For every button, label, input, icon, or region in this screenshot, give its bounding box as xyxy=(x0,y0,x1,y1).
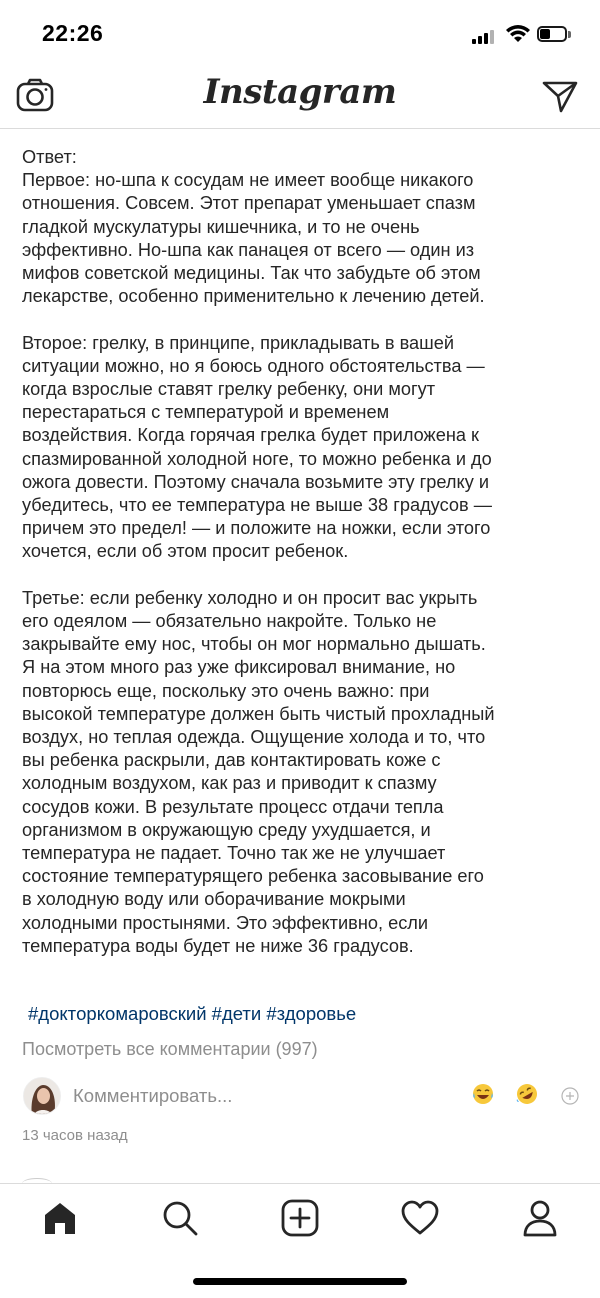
rolling-on-floor-laughing-icon[interactable] xyxy=(515,1082,539,1106)
comment-input[interactable]: Комментировать... xyxy=(73,1085,233,1106)
search-icon[interactable] xyxy=(160,1198,200,1238)
status-time: 22:26 xyxy=(42,20,104,46)
home-icon[interactable] xyxy=(40,1198,80,1238)
activity-heart-icon[interactable] xyxy=(400,1198,440,1238)
post-caption xyxy=(22,146,582,981)
avatar xyxy=(23,1077,61,1115)
instagram-logo: Instagram xyxy=(203,72,397,112)
profile-icon[interactable] xyxy=(520,1198,560,1238)
hashtags-link[interactable]: #доктoркомаровский #дети #здоровье xyxy=(28,1003,357,1024)
next-post-avatar-edge xyxy=(22,1178,52,1189)
post-timestamp: 13 часов назад xyxy=(22,1127,128,1144)
caption-paragraph-1: Ответ: Первое: но-шпа к сосудам не имеет вообще никакого отношения. Совсем. Этот препарат уменьшает спазм гладкой мускулатуры кишечника, и то не очень эффективно. Но-шпа как панацея от всего — один из мифов советской медицины. Так что забудьте об этом лекарстве, особенно применительно к лечению детей. xyxy=(22,147,485,307)
signal-icon xyxy=(472,28,496,44)
caption-paragraph-3: Третье: если ребенку холодно и он просит вас укрыть его одеялом — обязательно накройте. Только не закрывайте ему нос, чтобы он мог нормально дышать. Я на этом много раз уже фиксировал внимание, но повторюсь еще, поскольку это очень важно: при высокой температуре должен быть чистый прохладный воздух, но теплая одежда. Ощущение холода и то, что вы ребенка раскрыли, дав контактировать коже с холодным воздухом, как раз и приводит к спазму сосудов кожи. В результате процесс отдачи тепла организмом в окружающую среду ухудшается, и температура не падает. Точно так же не улучшает состояние температурящего ребенка засовывание его в холодную воду или оборачивание мокрыми холодными простынями. Это эффективно, если температура воды будет не ниже 36 градусов. xyxy=(22,587,495,956)
view-all-comments-link[interactable]: Посмотреть все комментарии (997) xyxy=(22,1039,318,1059)
wifi-icon xyxy=(505,24,531,44)
add-emoji-icon[interactable] xyxy=(561,1087,579,1105)
app-header xyxy=(0,70,600,129)
caption-paragraph-2: Второе: грелку, в принципе, прикладывать в вашей ситуации можно, но я боюсь одного обстоятельства — когда взрослые ставят грелку ребенку, они могут перестараться с температурой и временем воздействия. Когда горячая грелка будет приложена к спазмированной холодной ноге, то можно ребенка и до ожога довести. Поэтому сначала возьмите эту грелку и убедитесь, что ее температура не выше 38 градусов — причем это предел! — и положите на ножки, если этого хочется, если об этом просит ребенок. xyxy=(22,332,492,562)
face-with-tears-of-joy-icon[interactable] xyxy=(471,1082,495,1106)
home-indicator[interactable] xyxy=(193,1278,407,1285)
status-bar xyxy=(0,0,600,70)
bottom-tab-bar xyxy=(0,1183,600,1298)
comment-row xyxy=(0,1075,600,1119)
new-post-icon[interactable] xyxy=(280,1198,320,1238)
battery-icon xyxy=(537,26,573,44)
paper-plane-icon[interactable] xyxy=(541,78,579,114)
